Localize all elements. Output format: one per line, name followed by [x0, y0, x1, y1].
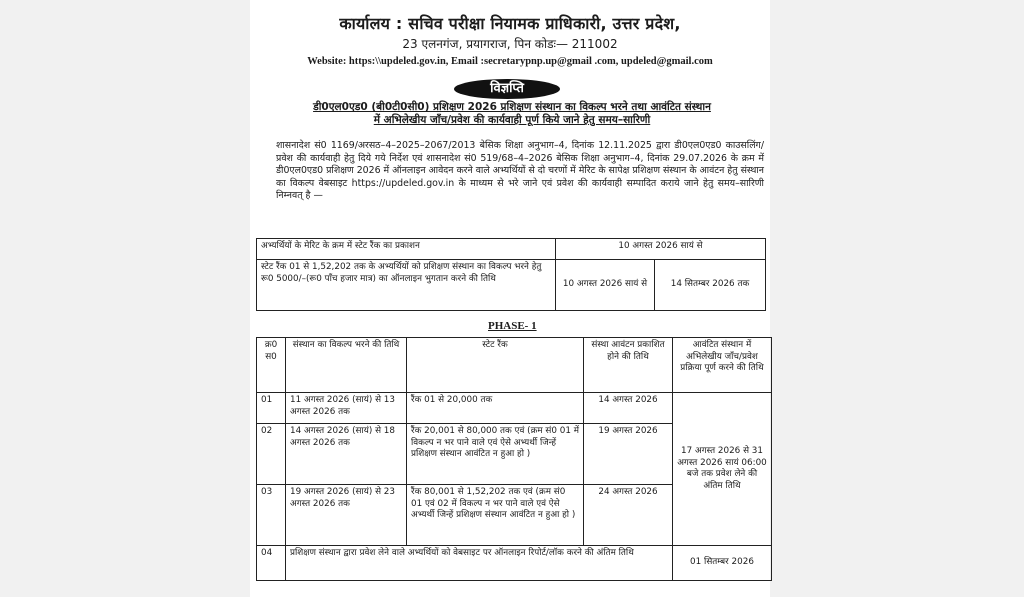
header-allotment-date: संस्था आवंटन प्रकाशित होने की तिथि: [584, 338, 673, 393]
row-state-rank: रैंक 20,001 से 80,000 तक एवं (क्रम सं0 01 में विकल्प न भर पाने वाले एवं ऐसे अभ्यर्थी जिन्हें प्रशिक्षण संस्थान आवंटित न हुआ हो ): [407, 424, 584, 485]
rank-publication-date: 10 अगस्त 2026 सायं से: [556, 239, 766, 260]
row-option-date: 14 अगस्त 2026 (सायं) से 18 अगस्त 2026 तक: [286, 424, 407, 485]
phase-title: PHASE- 1: [488, 320, 537, 332]
header-verification: आवंटित संस्थान में अभिलेखीय जॉंच/प्रवेश प्रक्रिया पूर्ण करने की तिथि: [673, 338, 772, 393]
website-email-line: Website: https:\\updeled.gov.in, Email :secretarypnp.up@gmail .com, updeled@gmail.com: [307, 56, 713, 67]
table-row: [257, 239, 766, 260]
row-option-date: 11 अगस्त 2026 (सायं) से 13 अगस्त 2026 तक: [286, 393, 407, 424]
payment-label: स्टेट रैंक 01 से 1,52,202 तक के अभ्यर्थियों को प्रशिक्षण संस्थान का विकल्प भरने हेतु रू0 5000/–(रू0 पॉंच हजार मात्र) का ऑनलाइन भुगतान करने की तिथि: [257, 260, 556, 311]
header-sno: क्र0 स0: [257, 338, 286, 393]
row-sno: 04: [257, 546, 286, 581]
header-state-rank: स्टेट रैंक: [407, 338, 584, 393]
notice-badge: विज्ञप्ति: [454, 79, 560, 99]
row-state-rank: रैंक 01 से 20,000 तक: [407, 393, 584, 424]
row-sno: 03: [257, 485, 286, 546]
row-state-rank: रैंक 80,001 से 1,52,202 तक एवं (क्रम सं0 01 एवं 02 में विकल्प न भर पाने वाले एवं ऐसे अभ्यर्थी जिन्हें प्रशिक्षण संस्थान आवंटित न हुआ हो ): [407, 485, 584, 546]
row-sno: 02: [257, 424, 286, 485]
verification-date-range: 17 अगस्त 2026 से 31 अगस्त 2026 सायं 06:00 बजे तक प्रवेश लेने की अंतिम तिथि: [673, 393, 772, 546]
row-allotment-date: 14 अगस्त 2026: [584, 393, 673, 424]
payment-from-date: 10 अगस्त 2026 सायं से: [556, 260, 655, 311]
subject-line-2: में अभिलेखीय जॉंच/प्रवेश की कार्यवाही पूर्ण किये जाने हेतु समय–सारिणी: [373, 114, 651, 126]
header-option-date: संस्थान का विकल्प भरने की तिथि: [286, 338, 407, 393]
notice-subject: [262, 101, 762, 127]
table-header-row: [257, 338, 772, 393]
schedule-summary-table: [256, 238, 766, 311]
subject-line-1: डी0एल0एड0 (बी0टी0सी0) प्रशिक्षण 2026 प्रशिक्षण संस्थान का विकल्प भरने तथा आवंटित संस्थान: [313, 101, 711, 113]
phase-1-table: [256, 337, 772, 581]
rank-publication-label: अभ्यर्थियों के मेरिट के क्रम में स्टेट रैंक का प्रकाशन: [257, 239, 556, 260]
office-title: कार्यालय : सचिव परीक्षा नियामक प्राधिकारी, उत्तर प्रदेश,: [339, 14, 681, 33]
row-option-date: 19 अगस्त 2026 (सायं) से 23 अगस्त 2026 तक: [286, 485, 407, 546]
office-address: 23 एलनगंज, प्रयागराज, पिन कोडः— 211002: [402, 37, 618, 51]
table-row: [257, 260, 766, 311]
intro-paragraph: शासनादेश सं0 1169/अरसठ–4–2025–2067/2013 बेसिक शिक्षा अनुभाग–4, दिनांक 12.11.2025 द्वारा डी0एल0एड0 काउसलिंग/प्रवेश की कार्यवाही हेतु दिये गये निर्देश एवं शासनादेश सं0 519/68–4–2026 बेसिक शिक्षा अनुभाग–4, दिनांक 29.07.2026 के क्रम में डी0एल0एड0 प्रशिक्षण 2026 में ऑनलाइन आवेदन करने वाले अभ्यर्थियों से दो चरणों में मेरिट के सापेक्ष प्रशिक्षण संस्थान के आवंटन हेतु संस्थान का विकल्प वेबसाइट https://updeled.gov.in के माध्यम से भरे जाने एवं प्रवेश की कार्यवाही सम्पादित कराये जाने हेतु समय–सारिणी निम्नवत् है —: [276, 140, 764, 202]
row-allotment-date: 19 अगस्त 2026: [584, 424, 673, 485]
table-row: [257, 393, 772, 424]
table-row: [257, 546, 772, 581]
payment-to-date: 14 सितम्बर 2026 तक: [655, 260, 766, 311]
row-allotment-date: 24 अगस्त 2026: [584, 485, 673, 546]
row-sno: 01: [257, 393, 286, 424]
row-report-lock-text: प्रशिक्षण संस्थान द्वारा प्रवेश लेने वाले अभ्यर्थियों को वेबसाइट पर ऑनलाइन रिपोर्ट/लॉक करने की अंतिम तिथि: [286, 546, 673, 581]
row-report-lock-date: 01 सितम्बर 2026: [673, 546, 772, 581]
